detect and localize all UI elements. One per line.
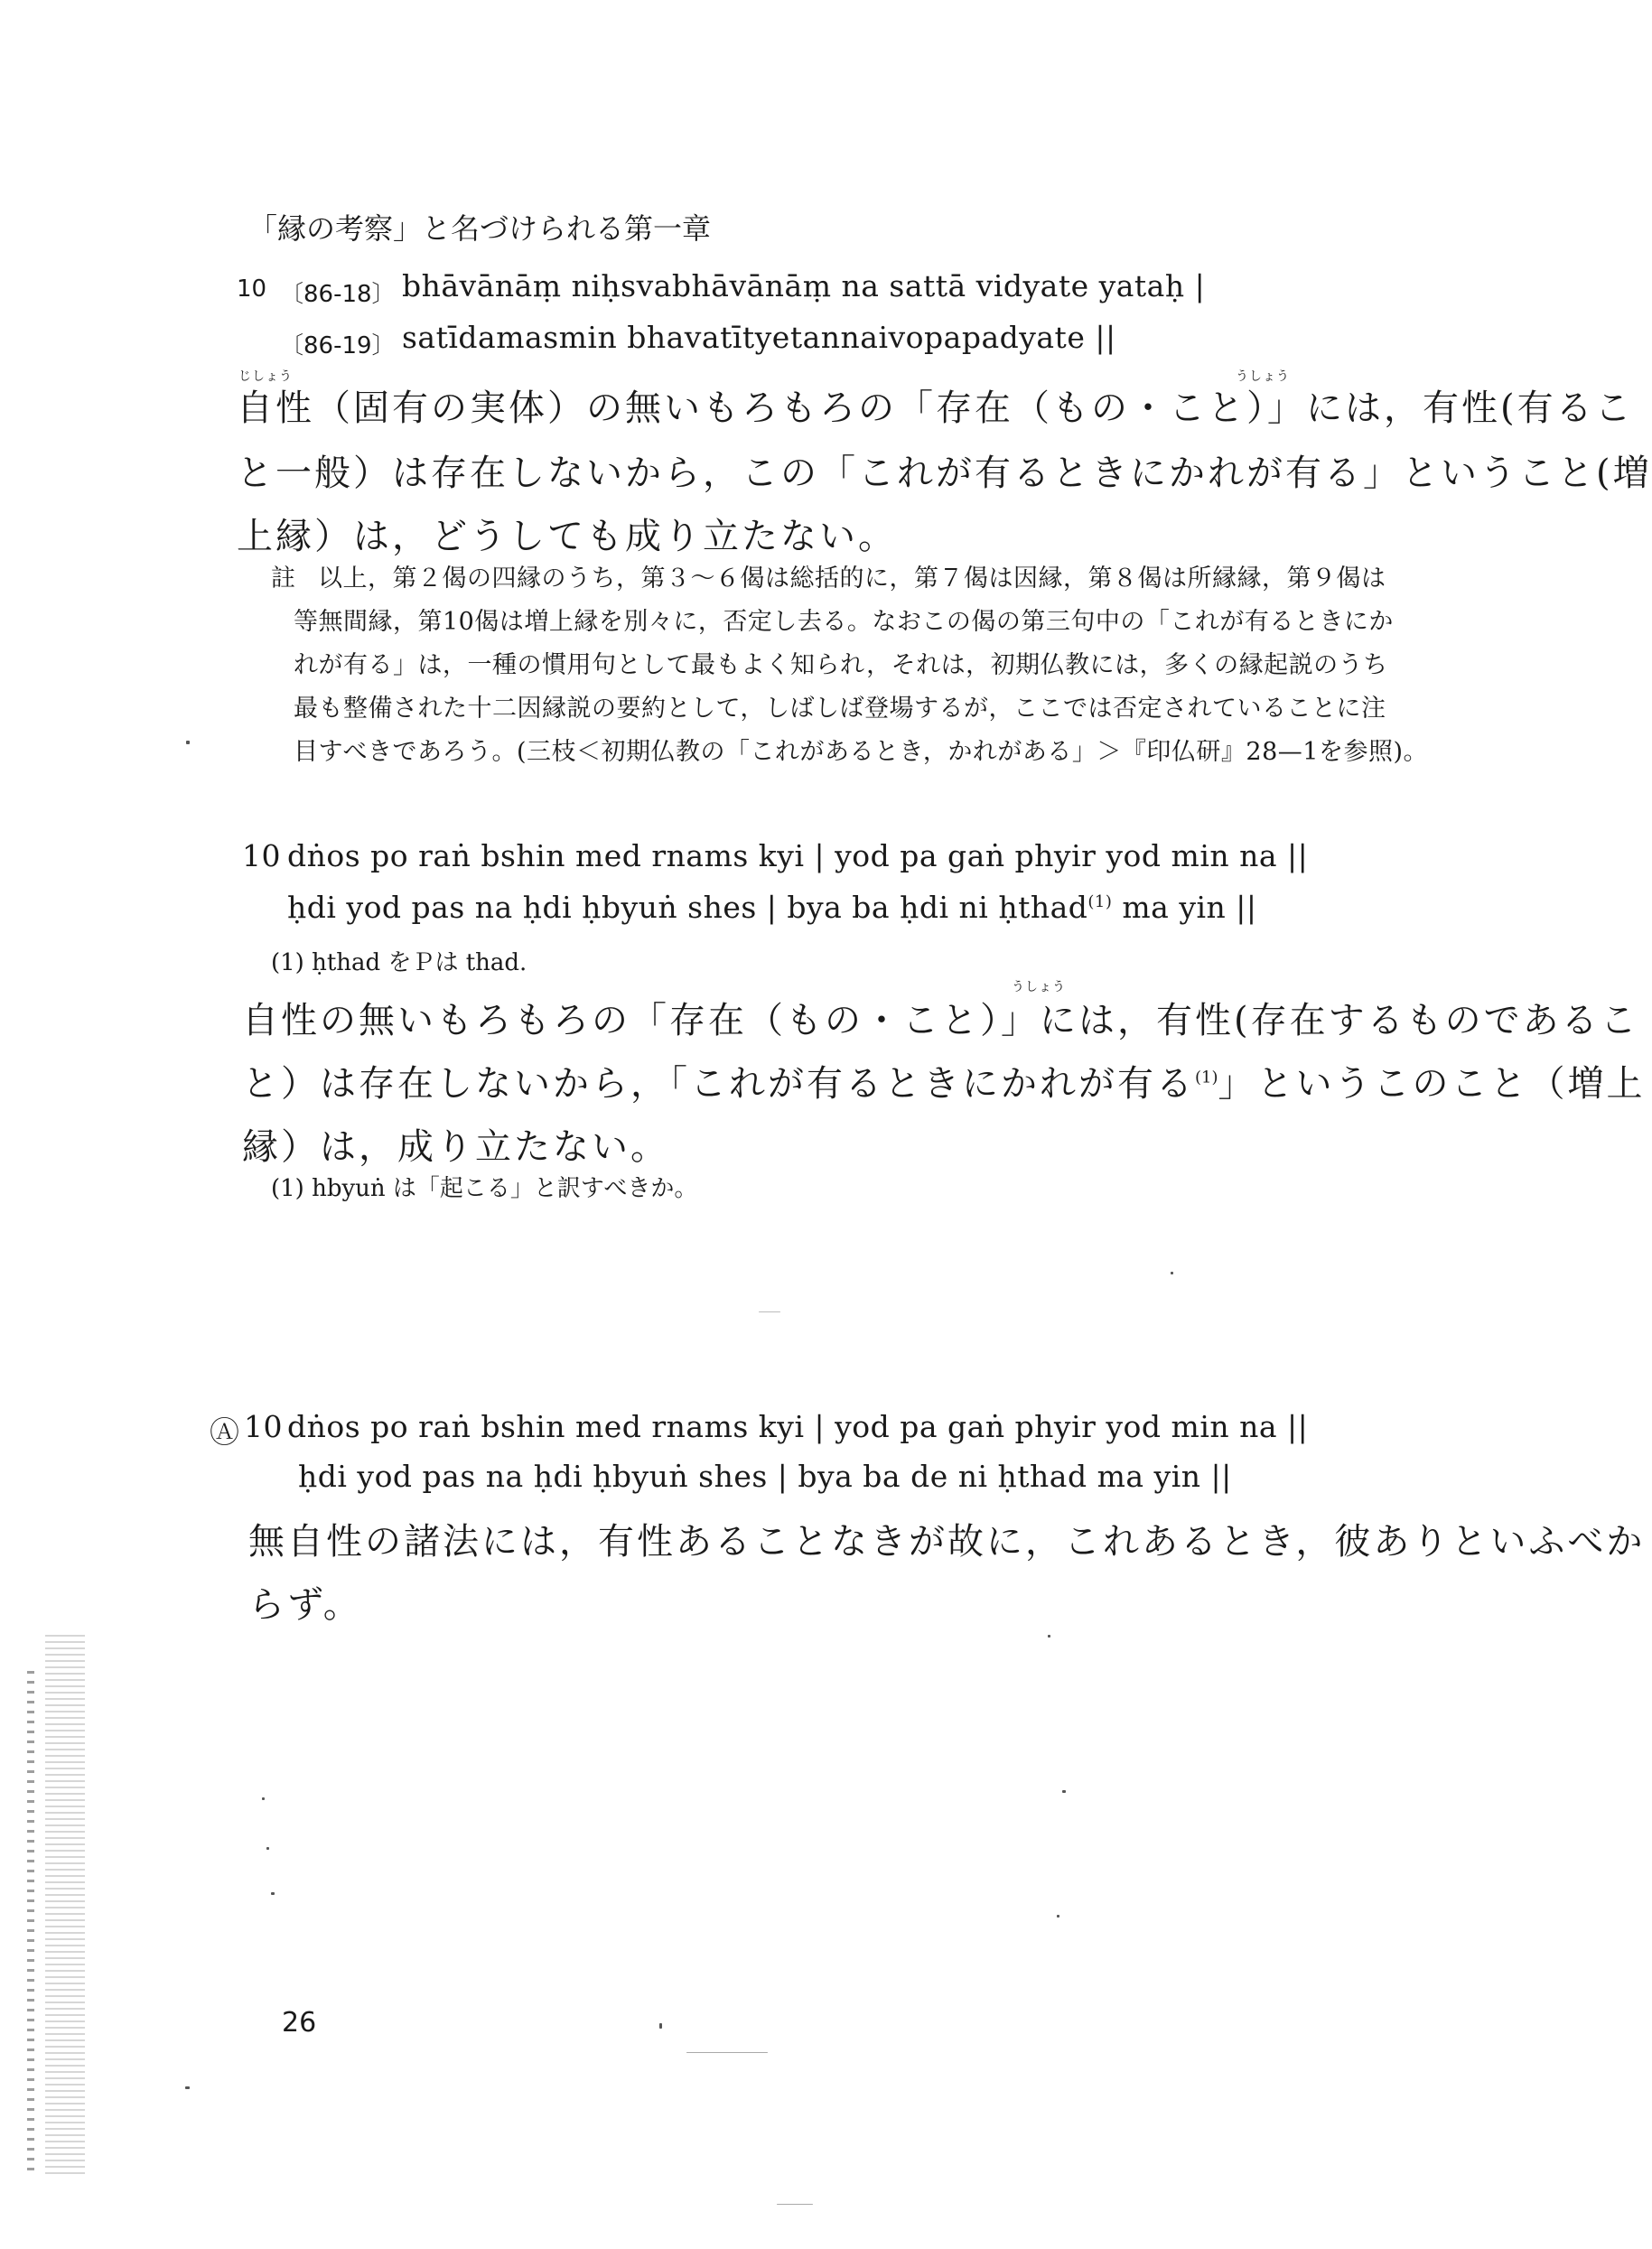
translation2-footnote: (1) hbyuṅ は「起こる」と訳すべきか。 — [271, 1175, 698, 1202]
tibetan2-line2: ḥdi yod pas na ḥdi ḥbyuṅ shes | bya ba de ni ḥthad ma yin || — [298, 1459, 1232, 1494]
sanskrit-line1-ref: 〔86-18〕 — [280, 281, 396, 308]
note1-line1: 以上，第２偈の四縁のうち，第３～６偈は総括的に，第７偈は因縁，第８偈は所縁縁，第９偈は — [318, 565, 1386, 593]
tibetan1-line2-text: ḥdi yod pas na ḥdi ḥbyuṅ shes | bya ba ḥdi ni ḥthad — [287, 890, 1088, 925]
sanskrit-line1: bhāvānāṃ niḥsvabhāvānāṃ na sattā vidyate yataḥ | — [402, 268, 1206, 303]
scan-edge-noise — [45, 1635, 85, 2177]
tibetan1-footnote: (1) ḥthad をＰは thad. — [271, 949, 527, 976]
scan-speck — [759, 1311, 780, 1312]
translation3-line1: 無自性の諸法には，有性あることなきが故に，これあるとき，彼ありといふべか — [248, 1521, 1646, 1563]
note1-line5: 目すべきであろう。(三枝＜初期仏教の「これがあるとき，かれがある」＞『印仏研』28—1を参照)。 — [294, 738, 1428, 766]
ruby-ushou: うしょう — [1236, 369, 1290, 384]
tibetan2-marker: Ⓐ — [210, 1414, 240, 1450]
tibetan1-line1: dṅos po raṅ bshin med rnams kyi | yod pa gaṅ phyir yod min na || — [287, 838, 1309, 873]
scan-speck — [266, 1847, 269, 1850]
sanskrit-verse-number: 10 — [237, 275, 267, 303]
scan-speck — [185, 2086, 190, 2089]
tibetan1-verse-number: 10 — [242, 838, 281, 873]
scan-speck — [1048, 1635, 1050, 1638]
scan-speck — [686, 2052, 768, 2053]
translation2-line2 — [242, 1055, 1646, 1106]
page-number: 26 — [282, 2007, 317, 2039]
scan-speck — [271, 1892, 275, 1895]
translation2-line2-text: と）は存在しないから，「これが有るときにかれが有る — [242, 1063, 1195, 1105]
translation2-line1: 自性の無いもろもろの「存在（もの・こと）」には，有性(存在するものであるこ — [242, 1000, 1639, 1041]
translation3-line2: らず。 — [248, 1584, 362, 1626]
note-label: 註 — [271, 565, 296, 593]
translation2-footnote-marker: (1) — [1195, 1068, 1218, 1087]
scan-speck — [659, 2023, 662, 2029]
sanskrit-line2-ref: 〔86-19〕 — [280, 332, 396, 359]
tibetan1-line2 — [287, 890, 1257, 925]
translation1-line1: 自性（固有の実体）の無いもろもろの「存在（もの・こと）」には，有性(有るこ — [237, 387, 1634, 429]
sanskrit-line2: satīdamasmin bhavatītyetannaivopapadyate || — [402, 320, 1116, 355]
scan-speck — [1057, 1915, 1059, 1918]
ruby-jishou: じしょう — [238, 369, 293, 384]
scan-speck — [1171, 1272, 1173, 1274]
translation1-line2: と一般）は存在しないから，この「これが有るときにかれが有る」ということ(増 — [237, 453, 1652, 494]
scan-speck — [262, 1797, 265, 1800]
tibetan2-verse-number: 10 — [244, 1409, 283, 1444]
scan-speck — [186, 741, 190, 744]
scan-speck — [777, 2204, 813, 2205]
tibetan1-footnote-marker: (1) — [1087, 892, 1113, 911]
tibetan2-line1: dṅos po raṅ bshin med rnams kyi | yod pa gaṅ phyir yod min na || — [287, 1409, 1309, 1444]
note1-line4: 最も整備された十二因縁説の要約として，しばしば登場するが，ここでは否定されていることに注 — [294, 695, 1386, 723]
chapter-heading: 「縁の考察」と名づけられる第一章 — [248, 211, 712, 246]
note1-line2: 等無間縁，第10偈は増上縁を別々に，否定し去る。なおこの偈の第三句中の「これが有るときにか — [294, 608, 1394, 636]
note1-line3: れが有る」は，一種の慣用句として最もよく知られ，それは，初期仏教には，多くの縁起説のうち — [294, 651, 1388, 679]
ruby-ushou-2: うしょう — [1012, 980, 1066, 994]
translation2-line2-end: 」というこのこと（増上 — [1218, 1063, 1646, 1105]
tibetan1-line2-end: ma yin || — [1112, 890, 1257, 925]
scan-edge-noise-2 — [27, 1671, 34, 2177]
scan-speck — [1062, 1790, 1066, 1793]
translation2-line3: 縁）は，成り立たない。 — [242, 1126, 669, 1168]
translation1-line3: 上縁）は，どうしても成り立たない。 — [237, 516, 897, 557]
